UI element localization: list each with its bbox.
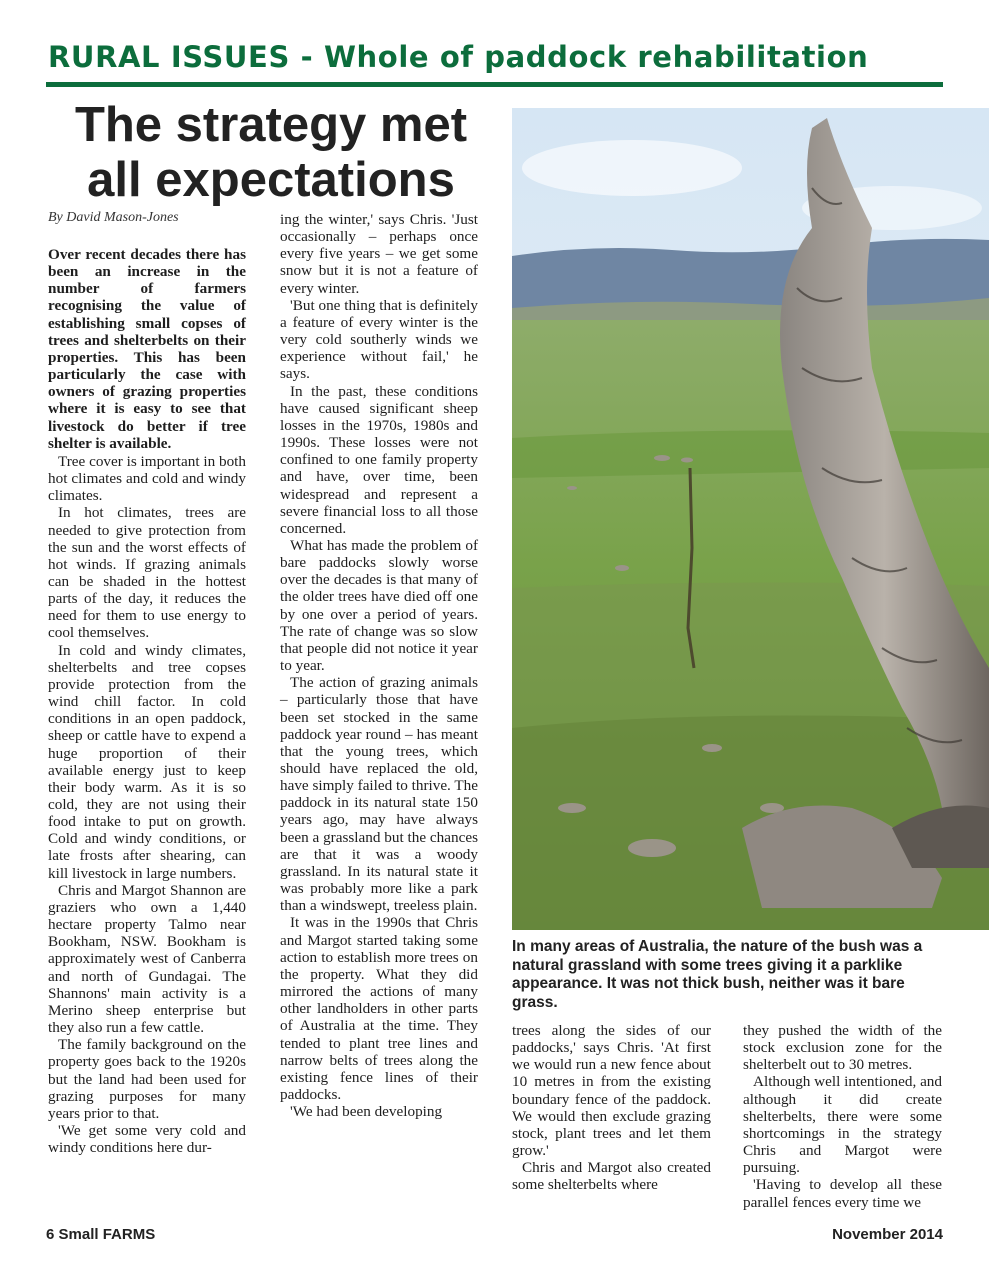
section-title: RURAL ISSUES - Whole of paddock rehabilitation [48, 40, 869, 74]
body-paragraph: In cold and windy climates, shelterbelts and tree copses provide protection from the wind chill factor. In cold conditions in an open paddock, sheep or cattle have to expend a huge proportion of their available energy just to keep their body warm. As it is so cold, they are not using their food intake to put on growth. Cold and windy conditions, or late frosts after shearing, can kill livestock in large numbers. [48, 641, 246, 882]
body-paragraph: Chris and Margot Shannon are graziers who own a 1,440 hectare property Talmo near Bookham, NSW. Bookham is approximately west of Canberra and north of Gundagai. The Shannons' main activity is a Merino sheep enterprise but they also run a few cattle. [48, 881, 246, 1037]
body-paragraph: The family background on the property goes back to the 1920s but the land had been used for grazing purposes for many years prior to that. [48, 1036, 246, 1122]
body-paragraph: 'We get some very cold and windy conditions here dur- [48, 1121, 246, 1157]
body-paragraph: The action of grazing animals – particularly those that have been set stocked in the same paddock year round – has meant that the young trees, which should have replaced the old, have simply failed to thrive. The paddock in its natural state 150 years ago, may have always been a grassland but the chances are that it was a woody grassland. In its natural state it was probably more like a park than a windswept, treeless plain. [280, 674, 478, 915]
column-1 [48, 246, 246, 1156]
byline: By David Mason-Jones [48, 210, 179, 225]
header-rule [46, 82, 943, 87]
body-paragraph: What has made the problem of bare paddocks slowly worse over the decades is that many of the older trees have died off one by one over a period of years. The rate of change was so slow that people did not notice it year to year. [280, 536, 478, 675]
lead-paragraph: Over recent decades there has been an increase in the number of farmers recognising the value of establishing small copses of trees and shelterbelts on their properties. This has been particularly the case with owners of grazing properties where it is easy to see that livestock do better if tree shelter is available. [48, 246, 246, 452]
article-headline [46, 98, 496, 208]
body-paragraph: 'Having to develop all these parallel fences every time we [743, 1176, 942, 1211]
column-4 [743, 1022, 942, 1211]
headline-line-1: The strategy met [74, 98, 468, 152]
body-paragraph: 'But one thing that is definitely a feature of every winter is the very cold southerly winds we experience without fail,' he says. [280, 296, 478, 383]
body-paragraph: In hot climates, trees are needed to give protection from the sun and the worst effects of hot winds. If grazing animals can be shaded in the hottest parts of the day, it reduces the need for them to use energy to cool themselves. [48, 504, 246, 642]
issue-date: November 2014 [832, 1226, 943, 1243]
body-paragraph: trees along the sides of our paddocks,' says Chris. 'At first we would run a new fence about 10 metres in from the existing boundary fence of the paddock. We would then exclude grazing stock, plant trees and let them grow.' [512, 1022, 711, 1160]
body-paragraph: In the past, these conditions have caused significant sheep losses in the 1970s, 1980s and 1990s. These losses were not confined to one family property and have, over time, been widespread and represent a severe financial loss to all those concerned. [280, 382, 478, 537]
column-2 [280, 211, 478, 1120]
photo-caption: In many areas of Australia, the nature of the bush was a natural grassland with some trees giving it a parklike appearance. It was not thick bush, neither was it bare grass. [512, 938, 923, 1011]
body-paragraph: they pushed the width of the stock exclusion zone for the shelterbelt out to 30 metres. [743, 1022, 942, 1074]
body-paragraph: Tree cover is important in both hot climates and cold and windy climates. [48, 452, 246, 505]
landscape-photo [512, 108, 989, 930]
body-paragraph: 'We had been developing [290, 1103, 443, 1121]
body-paragraph: ing the winter,' says Chris. 'Just occasionally – perhaps once every five years – we get some snow but it is not a feature of every winter. [280, 211, 478, 297]
headline-line-2: all expectations [87, 153, 455, 207]
body-paragraph: Chris and Margot also created some shelterbelts where [512, 1159, 711, 1194]
body-paragraph: Although well intentioned, and although it did create shelterbelts, there were some shortcomings in the strategy Chris and Margot were pursuing. [743, 1073, 942, 1177]
body-paragraph: It was in the 1990s that Chris and Margot started taking some action to establish more trees on the property. What they did mirrored the actions of many other landholders in other parts of Australia at the time. They tended to plant tree lines and narrow belts of trees along the existing fence lines of their paddocks. [280, 914, 478, 1103]
page-number-publication: 6 Small FARMS [46, 1226, 156, 1243]
column-3 [512, 1022, 711, 1194]
